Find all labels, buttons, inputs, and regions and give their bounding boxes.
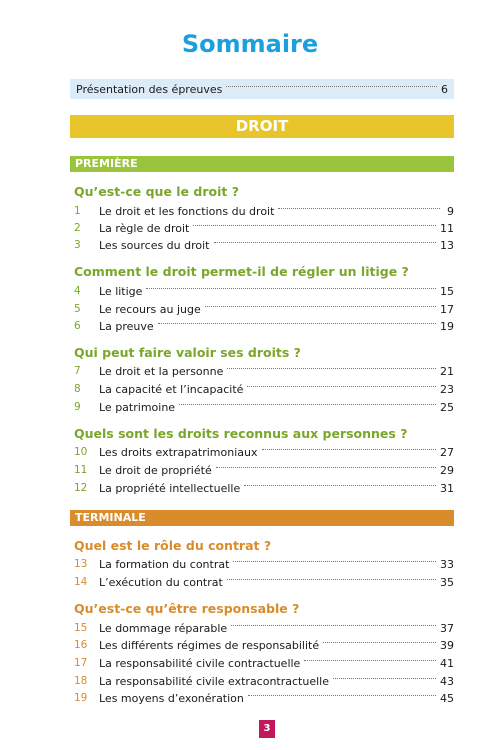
entry-page: 39 — [440, 638, 454, 652]
entry-page: 37 — [440, 621, 454, 635]
entry-page: 11 — [440, 221, 454, 235]
entry-number: 2 — [74, 222, 81, 234]
leader-dots — [278, 208, 440, 209]
toc-entry — [70, 462, 454, 478]
chapter-heading: Comment le droit permet-il de régler un litige ? — [74, 264, 409, 279]
entry-label: Les moyens d’exonération — [99, 691, 244, 705]
toc-entry — [70, 444, 454, 460]
page-title: Sommaire — [181, 30, 319, 58]
section-banner: DROIT — [70, 115, 454, 138]
entry-page: 31 — [440, 481, 454, 495]
entry-number: 16 — [74, 639, 88, 651]
entry-label: Le droit et la personne — [99, 364, 224, 378]
entry-page: 41 — [440, 656, 454, 670]
leader-dots — [227, 368, 436, 369]
entry-number: 5 — [74, 303, 81, 315]
entry-page: 45 — [440, 691, 454, 705]
leader-dots — [193, 225, 436, 226]
entry-page: 17 — [440, 302, 454, 316]
entry-page: 13 — [440, 238, 454, 252]
entry-number: 3 — [74, 239, 81, 251]
leader-dots — [205, 306, 436, 307]
entry-page: 33 — [440, 557, 454, 571]
toc-entry — [70, 480, 454, 496]
toc-entry — [70, 237, 454, 253]
chapter-heading: Qui peut faire valoir ses droits ? — [74, 345, 301, 360]
entry-number: 6 — [74, 320, 81, 332]
entry-page: 21 — [440, 364, 454, 378]
entry-number: 14 — [74, 576, 88, 588]
entry-page: 43 — [440, 674, 454, 688]
leader-dots — [227, 579, 436, 580]
entry-number: 15 — [74, 622, 88, 634]
leader-dots — [146, 288, 436, 289]
entry-label: La preuve — [99, 319, 154, 333]
leader-dots — [158, 323, 436, 324]
entry-label: Les droits extrapatrimoniaux — [99, 445, 258, 459]
entry-label: Les sources du droit — [99, 238, 210, 252]
toc-entry — [70, 399, 454, 415]
entry-number: 1 — [74, 205, 81, 217]
entry-label: Les différents régimes de responsabilité — [99, 638, 320, 652]
entry-page: 35 — [440, 575, 454, 589]
entry-number: 18 — [74, 675, 88, 687]
intro-entry — [70, 79, 454, 99]
entry-number: 8 — [74, 383, 81, 395]
toc-entry — [70, 637, 454, 653]
entry-number: 11 — [74, 464, 88, 476]
entry-page: 29 — [440, 463, 454, 477]
leader-dots — [333, 678, 436, 679]
entry-label: La règle de droit — [99, 221, 190, 235]
entry-number: 13 — [74, 558, 88, 570]
entry-page: 27 — [440, 445, 454, 459]
entry-page: 25 — [440, 400, 454, 414]
entry-number: 10 — [74, 446, 88, 458]
chapter-heading: Quel est le rôle du contrat ? — [74, 538, 272, 553]
leader-dots — [262, 449, 437, 450]
entry-number: 7 — [74, 365, 81, 377]
entry-number: 4 — [74, 285, 81, 297]
toc-entry — [70, 574, 454, 590]
terminale-banner: TERMINALE — [70, 510, 454, 526]
entry-page: 19 — [440, 319, 454, 333]
toc-entry — [70, 620, 454, 636]
entry-label: La formation du contrat — [99, 557, 230, 571]
entry-label: Le recours au juge — [99, 302, 201, 316]
toc-entry — [70, 363, 454, 379]
toc-entry — [70, 673, 454, 689]
leader-dots — [247, 386, 436, 387]
toc-entry — [70, 381, 454, 397]
entry-label: La responsabilité civile extracontractuelle — [99, 674, 329, 688]
toc-entry — [70, 203, 454, 219]
entry-page: 15 — [440, 284, 454, 298]
entry-number: 19 — [74, 692, 88, 704]
entry-label: Le patrimoine — [99, 400, 176, 414]
leader-dots — [304, 660, 436, 661]
leader-dots — [231, 625, 436, 626]
premiere-banner: PREMIÈRE — [70, 156, 454, 172]
leader-dots — [179, 404, 436, 405]
entry-page: 9 — [447, 204, 454, 218]
entry-label: La propriété intellectuelle — [99, 481, 241, 495]
leader-dots — [226, 86, 437, 87]
leader-dots — [248, 695, 436, 696]
entry-number: 17 — [74, 657, 88, 669]
entry-label: L’exécution du contrat — [99, 575, 223, 589]
toc-entry — [70, 318, 454, 334]
leader-dots — [216, 467, 436, 468]
entry-label: Le droit et les fonctions du droit — [99, 204, 275, 218]
toc-entry — [70, 690, 454, 706]
leader-dots — [323, 642, 436, 643]
entry-label: Le litige — [99, 284, 143, 298]
chapter-heading: Quels sont les droits reconnus aux personnes ? — [74, 426, 408, 441]
chapter-heading: Qu’est-ce qu’être responsable ? — [74, 601, 300, 616]
chapter-heading: Qu’est-ce que le droit ? — [74, 184, 239, 199]
entry-label: Le droit de propriété — [99, 463, 212, 477]
toc-entry — [70, 283, 454, 299]
entry-number: 9 — [74, 401, 81, 413]
entry-number: 12 — [74, 482, 88, 494]
toc-entry — [70, 556, 454, 572]
leader-dots — [214, 242, 437, 243]
toc-entry — [70, 301, 454, 317]
leader-dots — [244, 485, 436, 486]
entry-page: 23 — [440, 382, 454, 396]
leader-dots — [233, 561, 436, 562]
intro-label: Présentation des épreuves — [76, 82, 223, 96]
intro-page: 6 — [441, 82, 448, 96]
entry-label: Le dommage réparable — [99, 621, 228, 635]
entry-label: La responsabilité civile contractuelle — [99, 656, 301, 670]
toc-entry — [70, 220, 454, 236]
toc-entry — [70, 655, 454, 671]
entry-label: La capacité et l’incapacité — [99, 382, 244, 396]
page-number-badge: 3 — [259, 720, 275, 738]
